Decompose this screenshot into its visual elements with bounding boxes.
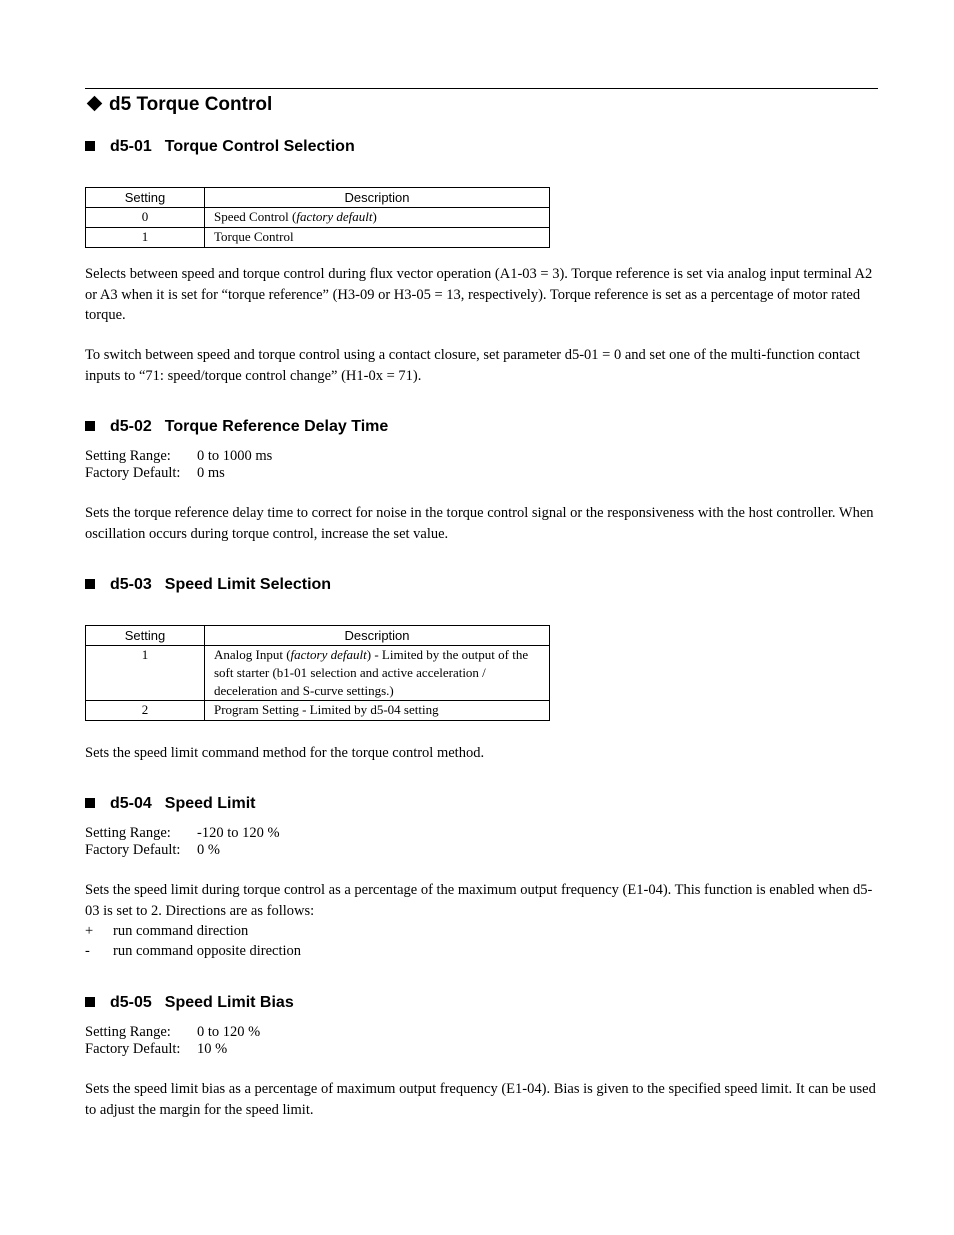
factory-default-label: Factory Default: [85,465,181,481]
factory-default-label: Factory Default: [85,1041,181,1057]
list-item [85,941,301,961]
square-bullet-icon [85,141,95,151]
setting-cell: 1 [86,228,205,248]
setting-range-label: Setting Range: [85,825,171,841]
table-row [86,701,550,721]
description-text: ) - Limited by the output of the soft starter (b1-01 selection and active acceleration / deceleration and S-curve settings.) [214,647,529,698]
factory-default [85,1041,227,1059]
setting-range-value: 0 to 1000 ms [197,448,273,464]
table-row [86,228,550,248]
column-header-setting: Setting [86,626,205,646]
description-emphasis: factory default [296,209,373,224]
factory-default-value: 10 % [197,1041,228,1057]
paragraph: Sets the speed limit command method for the torque control method. [85,745,485,761]
parameter-code: d5-01 [110,138,152,155]
list-item-text: run command opposite direction [113,943,302,959]
setting-cell: 2 [86,701,205,721]
paragraph: Sets the speed limit bias as a percentage of maximum output frequency (E1-04). Bias is given to the specified speed limit. It can be used to adjust the margin for the speed limit. [85,1081,876,1118]
list-marker: + [85,923,94,939]
parameter-title: Speed Limit Bias [164,994,294,1011]
parameter-title: Torque Control Selection [164,138,355,155]
setting-range [85,825,280,843]
column-header-description: Description [205,188,550,208]
table-row [86,208,550,228]
parameter-title: Speed Limit Selection [164,576,332,593]
table-header-row [86,188,550,208]
column-header-description: Description [205,626,550,646]
description-cell: Program Setting - Limited by d5-04 setting [205,701,550,721]
settings-table-d5-03 [85,625,550,721]
paragraph: To switch between speed and torque control using a contact closure, set parameter d5-01 = 0 and set one of the multi-function contact inputs to “71: speed/torque control change” (H1-0x = 71). [85,347,861,384]
description-cell: Torque Control [205,228,550,248]
description-emphasis: factory default [290,647,367,662]
table-header-row [86,626,550,646]
section-title [85,92,272,118]
header-rule [85,88,878,89]
parameter-heading-d5-04 [85,793,255,815]
list-marker: - [85,943,90,959]
section-title-text: d5 Torque Control [109,94,273,115]
paragraph: Selects between speed and torque control during flux vector operation (A1-03 = 3). Torque reference is set via analog input terminal A2 or A3 when it is set for “torque reference” (H3-09 or H3-05 = 13, respectively). Torque reference is set as a percentage of motor rated torque. [85,266,873,323]
square-bullet-icon [85,421,95,431]
description-text: Analog Input ( [214,647,291,662]
setting-range-value: -120 to 120 % [197,825,280,841]
list-item-text: run command direction [113,923,249,939]
parameter-heading-d5-03 [85,574,331,596]
table-row [86,646,550,701]
square-bullet-icon [85,579,95,589]
setting-range-label: Setting Range: [85,448,171,464]
paragraph: Sets the speed limit during torque control as a percentage of the maximum output frequency (E1-04). This function is enabled when d5-03 is set to 2. Directions are as follows: [85,882,873,919]
description-text: ) [372,209,377,224]
parameter-title: Speed Limit [164,795,256,812]
diamond-bullet-icon [87,96,103,112]
parameter-code: d5-02 [110,418,152,435]
description-cell [205,646,550,701]
parameter-code: d5-05 [110,994,152,1011]
column-header-setting: Setting [86,188,205,208]
description-text: Speed Control ( [214,209,297,224]
setting-range-value: 0 to 120 % [197,1024,261,1040]
setting-cell: 1 [86,646,205,701]
square-bullet-icon [85,798,95,808]
factory-default-value: 0 % [197,842,220,858]
settings-table-d5-01 [85,187,550,248]
parameter-code: d5-03 [110,576,152,593]
parameter-heading-d5-02 [85,416,388,438]
parameter-heading-d5-01 [85,136,355,158]
factory-default [85,465,225,483]
square-bullet-icon [85,997,95,1007]
setting-range [85,448,272,466]
list-item [85,921,248,941]
factory-default-value: 0 ms [197,465,225,481]
paragraph: Sets the torque reference delay time to correct for noise in the torque control signal or the responsiveness with the host controller. When oscillation occurs during torque control, increase the set value. [85,505,874,542]
factory-default-label: Factory Default: [85,842,181,858]
setting-cell: 0 [86,208,205,228]
parameter-code: d5-04 [110,795,152,812]
parameter-title: Torque Reference Delay Time [164,418,389,435]
setting-range-label: Setting Range: [85,1024,171,1040]
parameter-heading-d5-05 [85,992,294,1014]
setting-range [85,1024,260,1042]
description-cell [205,208,550,228]
factory-default [85,842,220,860]
